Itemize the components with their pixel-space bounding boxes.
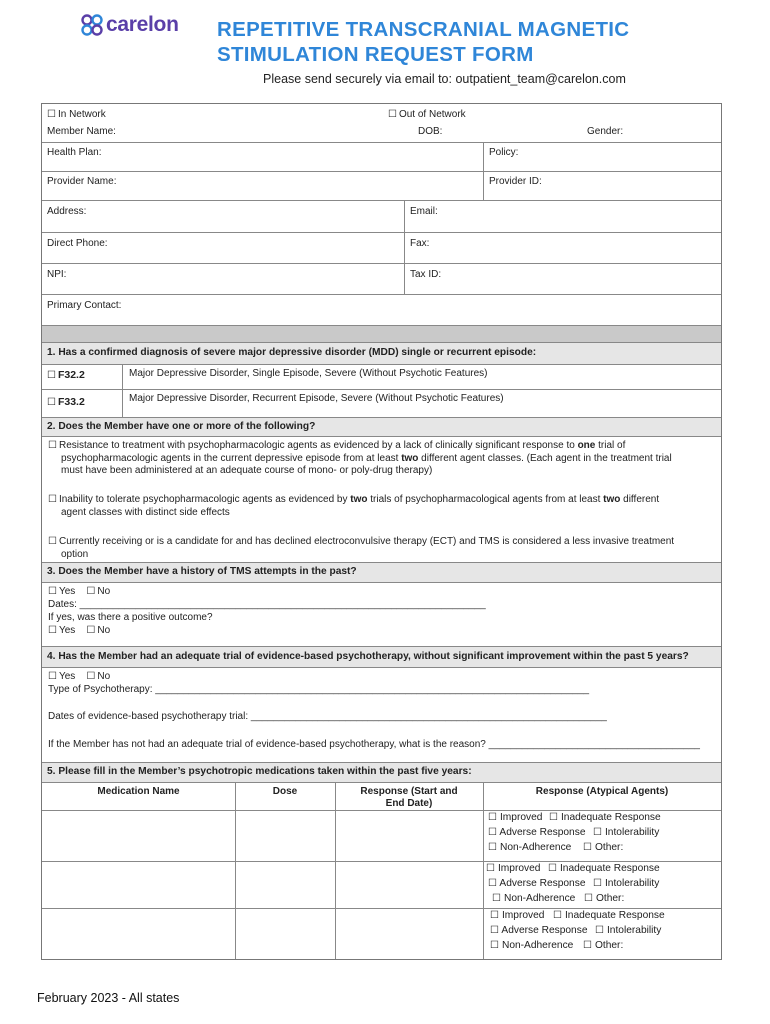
- checkbox-icon[interactable]: ☐: [86, 625, 96, 636]
- dob-label: DOB:: [418, 126, 443, 137]
- adverse-option[interactable]: ☐ Adverse Response: [490, 925, 588, 936]
- improved-option[interactable]: ☐ Improved: [486, 863, 541, 874]
- q2-option-2-line-2: agent classes with distinct side effects: [61, 506, 230, 518]
- checkbox-icon[interactable]: ☐: [47, 370, 56, 381]
- inadequate-option[interactable]: ☐ Inadequate Response: [548, 863, 660, 874]
- provider-name-field[interactable]: Provider Name:: [47, 176, 117, 187]
- col-response-dates: Response (Start and End Date): [360, 786, 458, 809]
- intolerability-option[interactable]: ☐ Intolerability: [593, 827, 660, 838]
- q2-option-2[interactable]: ☐ Inability to tolerate psychopharmacologic agents as evidenced by two trials of psychopharmacological agents from at least two different: [48, 494, 660, 505]
- dose-cell[interactable]: [235, 862, 335, 908]
- direct-phone-field[interactable]: Direct Phone:: [47, 238, 108, 249]
- npi-field[interactable]: NPI:: [47, 269, 67, 280]
- f33-description: Major Depressive Disorder, Recurrent Episode, Severe (Without Psychotic Features): [122, 390, 721, 417]
- fax-field[interactable]: Fax:: [404, 233, 721, 263]
- section-divider: [42, 325, 721, 342]
- q3-dates[interactable]: Dates: _________________________________________________________________________: [48, 599, 486, 610]
- q5-table-header: [42, 782, 721, 810]
- carelon-logo-icon: [80, 13, 104, 37]
- nonadherence-option[interactable]: ☐ Non-Adherence: [492, 893, 576, 904]
- q2-option-1-line-3: must have been administered at an adequate course of mono- or poly-drug therapy): [61, 465, 433, 476]
- atypical-response-cell: [483, 909, 721, 959]
- nonadherence-option[interactable]: ☐ Non-Adherence: [488, 842, 572, 853]
- q3-positive-outcome: If yes, was there a positive outcome?: [48, 612, 213, 623]
- provider-row: [42, 171, 721, 200]
- other-option[interactable]: ☐ Other:: [583, 842, 624, 853]
- checkbox-icon[interactable]: ☐: [48, 625, 57, 636]
- q1-header: 1. Has a confirmed diagnosis of severe major depressive disorder (MDD) single or recurrent episode:: [42, 342, 721, 364]
- q2-option-1-line-2: psychopharmacologic agents in the current depressive episode from at least two different agent classes. (Each agent in the treatment trial: [61, 452, 672, 464]
- f33-option[interactable]: ☐ F33.2: [47, 396, 85, 408]
- health-plan-field[interactable]: Health Plan:: [47, 147, 102, 158]
- q2-option-1[interactable]: ☐ Resistance to treatment with psychopharmacologic agents as evidenced by a lack of clinically significant response to one trial of: [48, 440, 626, 451]
- adverse-option[interactable]: ☐ Adverse Response: [488, 827, 586, 838]
- other-option[interactable]: ☐ Other:: [583, 940, 624, 951]
- dose-cell[interactable]: [235, 909, 335, 959]
- q2-body: [42, 436, 721, 562]
- checkbox-icon[interactable]: ☐: [388, 109, 397, 120]
- form-frame: [41, 103, 722, 960]
- title-line-2: STIMULATION REQUEST FORM: [217, 43, 534, 66]
- q3-header: 3. Does the Member have a history of TMS attempts in the past?: [42, 562, 721, 582]
- q4-yes-no[interactable]: ☐ Yes ☐ No: [48, 671, 111, 682]
- in-network-option[interactable]: ☐ In Network: [47, 109, 106, 120]
- q4-type-of-psychotherapy[interactable]: Type of Psychotherapy: ______________________________________________________________________________: [48, 684, 590, 695]
- policy-field[interactable]: Policy:: [483, 143, 721, 171]
- checkbox-icon[interactable]: ☐: [86, 586, 96, 597]
- q2-option-3[interactable]: ☐ Currently receiving or is a candidate for and has declined electroconvulsive therapy (ECT) and TMS is considered a less invasive treatment: [48, 536, 675, 547]
- checkbox-icon[interactable]: ☐: [48, 494, 57, 505]
- checkbox-icon[interactable]: ☐: [48, 536, 57, 547]
- q4-body: [42, 667, 721, 762]
- checkbox-icon[interactable]: ☐: [86, 671, 96, 682]
- member-name-label: Member Name:: [47, 126, 116, 137]
- q2-option-3-line-2: option: [61, 548, 89, 560]
- phone-row: [42, 232, 721, 263]
- checkbox-icon[interactable]: ☐: [47, 397, 56, 408]
- response-dates-cell[interactable]: [335, 909, 483, 959]
- carelon-logo: [80, 12, 179, 38]
- col-dose: Dose: [272, 786, 298, 797]
- form-subtitle: Please send securely via email to: outpatient_team@carelon.com: [263, 72, 626, 86]
- atypical-response-cell: [483, 862, 721, 908]
- f32-option[interactable]: ☐ F32.2: [47, 369, 85, 381]
- other-option[interactable]: ☐ Other:: [584, 893, 625, 904]
- inadequate-option[interactable]: ☐ Inadequate Response: [549, 812, 661, 823]
- address-field[interactable]: Address:: [47, 206, 87, 217]
- checkbox-icon[interactable]: ☐: [48, 440, 57, 451]
- improved-option[interactable]: ☐ Improved: [488, 812, 543, 823]
- inadequate-option[interactable]: ☐ Inadequate Response: [553, 910, 665, 921]
- footer-date: February 2023 - All states: [37, 991, 180, 1005]
- med-name-cell[interactable]: [42, 862, 235, 908]
- q3-outcome-yes-no[interactable]: ☐ Yes ☐ No: [48, 625, 111, 636]
- atypical-response-cell: [483, 811, 721, 861]
- f32-description: Major Depressive Disorder, Single Episode, Severe (Without Psychotic Features): [122, 365, 721, 389]
- checkbox-icon[interactable]: ☐: [47, 109, 56, 120]
- logo-text: carelon: [106, 13, 179, 36]
- med-row-1: [42, 810, 721, 861]
- npi-row: [42, 263, 721, 294]
- adverse-option[interactable]: ☐ Adverse Response: [488, 878, 586, 889]
- intolerability-option[interactable]: ☐ Intolerability: [595, 925, 662, 936]
- out-network-option[interactable]: ☐ Out of Network: [388, 109, 466, 120]
- med-row-3: [42, 908, 721, 959]
- form-title: [217, 17, 629, 67]
- intolerability-option[interactable]: ☐ Intolerability: [593, 878, 660, 889]
- med-name-cell[interactable]: [42, 811, 235, 861]
- dose-cell[interactable]: [235, 811, 335, 861]
- nonadherence-option[interactable]: ☐ Non-Adherence: [490, 940, 574, 951]
- q4-dates[interactable]: Dates of evidence-based psychotherapy trial: ________________________________________________________________: [48, 711, 607, 722]
- med-row-2: [42, 861, 721, 908]
- med-name-cell[interactable]: [42, 909, 235, 959]
- q3-yes-no[interactable]: ☐ Yes ☐ No: [48, 586, 111, 597]
- checkbox-icon[interactable]: ☐: [48, 671, 57, 682]
- improved-option[interactable]: ☐ Improved: [490, 910, 545, 921]
- q3-body: [42, 582, 721, 646]
- q2-header: 2. Does the Member have one or more of the following?: [42, 417, 721, 436]
- col-medication-name: Medication Name: [97, 786, 180, 797]
- checkbox-icon[interactable]: ☐: [48, 586, 57, 597]
- tax-id-field[interactable]: Tax ID:: [404, 264, 721, 294]
- address-row: [42, 200, 721, 232]
- q1-code-row-2: [42, 389, 721, 417]
- response-dates-cell[interactable]: [335, 862, 483, 908]
- provider-id-field[interactable]: Provider ID:: [483, 172, 721, 200]
- title-line-1: REPETITIVE TRANSCRANIAL MAGNETIC: [217, 18, 630, 41]
- q4-header: 4. Has the Member had an adequate trial of evidence-based psychotherapy, without significant improvement within the past 5 years?: [42, 646, 721, 667]
- primary-contact-field[interactable]: Primary Contact:: [47, 300, 122, 311]
- member-row: [42, 104, 721, 142]
- response-dates-cell[interactable]: [335, 811, 483, 861]
- health-plan-row: [42, 142, 721, 171]
- q4-reason[interactable]: If the Member has not had an adequate trial of evidence-based psychotherapy, what is the reason? ______________________________________: [48, 739, 700, 750]
- q1-code-row-1: [42, 364, 721, 389]
- q5-header: 5. Please fill in the Member’s psychotropic medications taken within the past five years:: [42, 762, 721, 782]
- col-response-atypical: Response (Atypical Agents): [535, 786, 669, 797]
- gender-label: Gender:: [587, 126, 624, 137]
- email-field[interactable]: Email:: [404, 201, 721, 232]
- primary-contact-row: [42, 294, 721, 325]
